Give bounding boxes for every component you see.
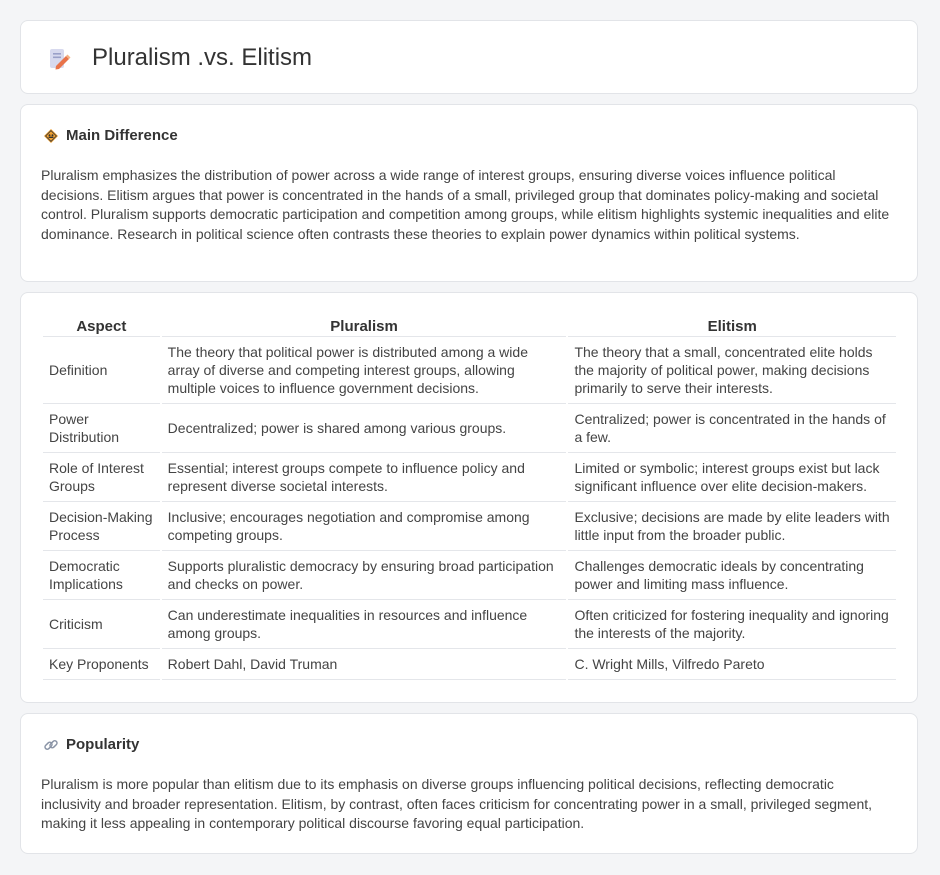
cell-pluralism: Essential; interest groups compete to influence policy and represent diverse societal interests. <box>162 453 567 502</box>
cell-aspect: Decision-Making Process <box>43 502 160 551</box>
main-difference-heading <box>43 127 178 145</box>
main-difference-text: Pluralism emphasizes the distribution of power across a wide range of interest groups, ensuring diverse voices influence political decisions. Elitism argues that power is concentrated in the hands of a small, privileged group that dominates policy-making and societal control. Pluralism supports democratic participation and competition among groups, while elitism highlights systemic inequalities and elite dominance. Research in political science often contrasts these theories to explain power dynamics within political systems. <box>41 167 890 242</box>
header-elitism: Elitism <box>568 316 896 337</box>
comparison-section <box>20 292 918 703</box>
cell-elitism: C. Wright Mills, Vilfredo Pareto <box>568 649 896 680</box>
cell-pluralism: Inclusive; encourages negotiation and compromise among competing groups. <box>162 502 567 551</box>
table-row <box>43 337 896 404</box>
table-row <box>43 649 896 680</box>
link-icon <box>43 737 59 753</box>
header-card <box>20 20 918 94</box>
cell-elitism: Often criticized for fostering inequality and ignoring the interests of the majority. <box>568 600 896 649</box>
page-title: Pluralism .vs. Elitism <box>92 44 313 71</box>
popularity-heading <box>43 736 139 754</box>
table-row <box>43 404 896 453</box>
cell-elitism: Limited or symbolic; interest groups exist but lack significant influence over elite decision-makers. <box>568 453 896 502</box>
cell-elitism: The theory that a small, concentrated elite holds the majority of political power, making decisions primarily to serve their interests. <box>568 337 896 404</box>
document-pencil-icon <box>47 47 71 71</box>
cell-pluralism: Supports pluralistic democracy by ensuring broad participation and checks on power. <box>162 551 567 600</box>
table-header-row <box>43 316 896 337</box>
table-row <box>43 502 896 551</box>
cell-elitism: Centralized; power is concentrated in the hands of a few. <box>568 404 896 453</box>
cell-pluralism: The theory that political power is distributed among a wide array of diverse and competing interest groups, allowing multiple voices to influence government decisions. <box>162 337 567 404</box>
cell-aspect: Key Proponents <box>43 649 160 680</box>
popularity-section <box>20 713 918 854</box>
diamond-sign-icon <box>43 128 59 144</box>
popularity-title: Popularity <box>66 736 140 753</box>
cell-aspect: Democratic Implications <box>43 551 160 600</box>
cell-aspect: Definition <box>43 337 160 404</box>
header-aspect: Aspect <box>43 316 160 337</box>
cell-elitism: Challenges democratic ideals by concentrating power and limiting mass influence. <box>568 551 896 600</box>
main-difference-title: Main Difference <box>66 127 178 144</box>
cell-aspect: Criticism <box>43 600 160 649</box>
cell-elitism: Exclusive; decisions are made by elite leaders with little input from the broader public. <box>568 502 896 551</box>
table-row <box>43 453 896 502</box>
cell-aspect: Power Distribution <box>43 404 160 453</box>
table-row <box>43 551 896 600</box>
cell-pluralism: Robert Dahl, David Truman <box>162 649 567 680</box>
comparison-table <box>41 316 898 680</box>
cell-aspect: Role of Interest Groups <box>43 453 160 502</box>
table-row <box>43 600 896 649</box>
cell-pluralism: Decentralized; power is shared among various groups. <box>162 404 567 453</box>
main-difference-section <box>20 104 918 282</box>
header-pluralism: Pluralism <box>162 316 567 337</box>
popularity-text: Pluralism is more popular than elitism due to its emphasis on diverse groups influencing political decisions, reflecting democratic inclusivity and broader representation. Elitism, by contrast, often faces criticism for concentrating power in a small, privileged segment, making it less appealing in contemporary political discourse favoring equal participation. <box>41 776 873 831</box>
cell-pluralism: Can underestimate inequalities in resources and influence among groups. <box>162 600 567 649</box>
